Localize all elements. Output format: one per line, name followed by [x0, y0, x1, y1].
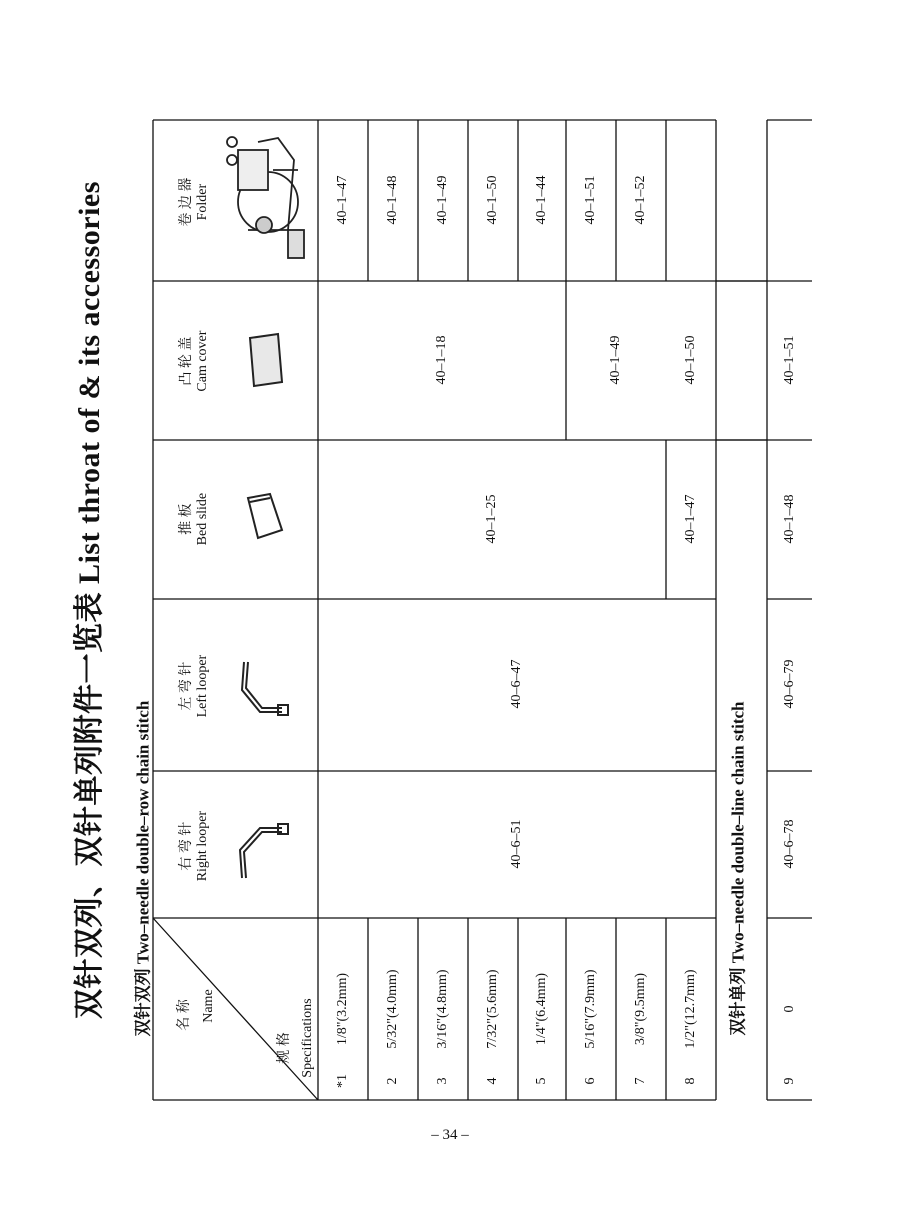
column-header-zh: 推 板: [178, 503, 194, 535]
right-looper-part-number: 40–6–51: [509, 819, 524, 869]
row-spec: 5/32"(4.0mm): [385, 969, 400, 1049]
left-looper-icon: [230, 650, 300, 730]
column-header-en: Cam cover: [195, 330, 210, 392]
column-header-zh: 卷 边 器: [178, 177, 194, 227]
row-spec: 3/16"(4.8mm): [435, 969, 450, 1049]
row-spec: 3/8"(9.5mm): [633, 972, 648, 1046]
row-number: 7: [633, 1077, 648, 1085]
cam-cover-part-number: 40–1–49: [608, 335, 623, 385]
column-header-en: Right looper: [195, 810, 210, 882]
page-title: 双针双列、双针单列附件一览表 List throat of & its accessories: [73, 181, 106, 1019]
corner-header-name-zh: 名 称: [176, 999, 192, 1031]
row-number: 5: [534, 1077, 549, 1085]
column-header-zh: 左 弯 针: [178, 661, 194, 711]
bed-slide-part-number: 40–1–48: [782, 494, 797, 544]
row-number: 4: [485, 1077, 500, 1085]
right-looper-part-number: 40–6–78: [782, 819, 797, 869]
row-spec: 7/32"(5.6mm): [485, 969, 500, 1049]
column-header-folder: [179, 147, 211, 257]
bed-slide-icon: [240, 488, 290, 548]
page-number: – 34 –: [431, 1127, 469, 1143]
left-looper-part-number: 40–6–79: [782, 659, 797, 709]
section-heading-double-row: 双针双列 Two–needle double–row chain stitch: [133, 700, 153, 1037]
row-spec: 1/8"(3.2mm): [335, 972, 350, 1046]
row-spec: 1/2"(12.7mm): [683, 969, 698, 1049]
folder-part-number: 40–1–47: [335, 175, 350, 225]
cam-cover-part-number: 40–1–51: [782, 335, 797, 385]
cam-cover-part-number: 40–1–18: [434, 335, 449, 385]
column-header-left-looper: [179, 631, 211, 741]
right-looper-icon: [230, 810, 300, 890]
folder-part-number: 40–1–50: [485, 175, 500, 225]
left-looper-part-number: 40–6–47: [509, 659, 524, 709]
row-number: 9: [782, 1077, 797, 1085]
row-number: 3: [435, 1077, 450, 1085]
column-header-en: Folder: [195, 183, 210, 221]
column-header-en: Bed slide: [195, 492, 210, 546]
row-number: 2: [385, 1077, 400, 1085]
corner-header-spec-en: Specifications: [299, 998, 315, 1078]
column-header-cam-cover: [179, 306, 211, 416]
column-header-zh: 右 弯 针: [178, 821, 194, 871]
cam-cover-part-number: 40–1–50: [683, 335, 698, 385]
row-number: 6: [583, 1077, 598, 1085]
folder-part-number: 40–1–51: [583, 175, 598, 225]
folder-part-number: 40–1–48: [385, 175, 400, 225]
corner-header-name-en: Name: [200, 989, 216, 1023]
row-number: *1: [335, 1074, 350, 1088]
section-heading-double-line: 双针单列 Two–needle double–line chain stitch: [728, 701, 748, 1036]
folder-part-number: 40–1–44: [534, 175, 549, 225]
column-header-right-looper: [179, 791, 211, 901]
column-header-zh: 凸 轮 盖: [178, 336, 194, 386]
row-spec: 5/16"(7.9mm): [583, 969, 598, 1049]
column-header-bed-slide: [179, 464, 211, 574]
bed-slide-part-number: 40–1–47: [683, 494, 698, 544]
bed-slide-part-number: 40–1–25: [484, 494, 499, 544]
folder-part-number: 40–1–49: [435, 175, 450, 225]
row-spec: 0: [782, 1005, 797, 1013]
column-header-en: Left looper: [195, 654, 210, 718]
row-number: 8: [683, 1077, 698, 1085]
corner-header-spec-zh: 规 格: [276, 1032, 292, 1064]
row-spec: 1/4"(6.4mm): [534, 972, 549, 1046]
cam-cover-icon: [240, 330, 290, 390]
folder-part-number: 40–1–52: [633, 175, 648, 225]
folder-icon: [218, 130, 310, 265]
